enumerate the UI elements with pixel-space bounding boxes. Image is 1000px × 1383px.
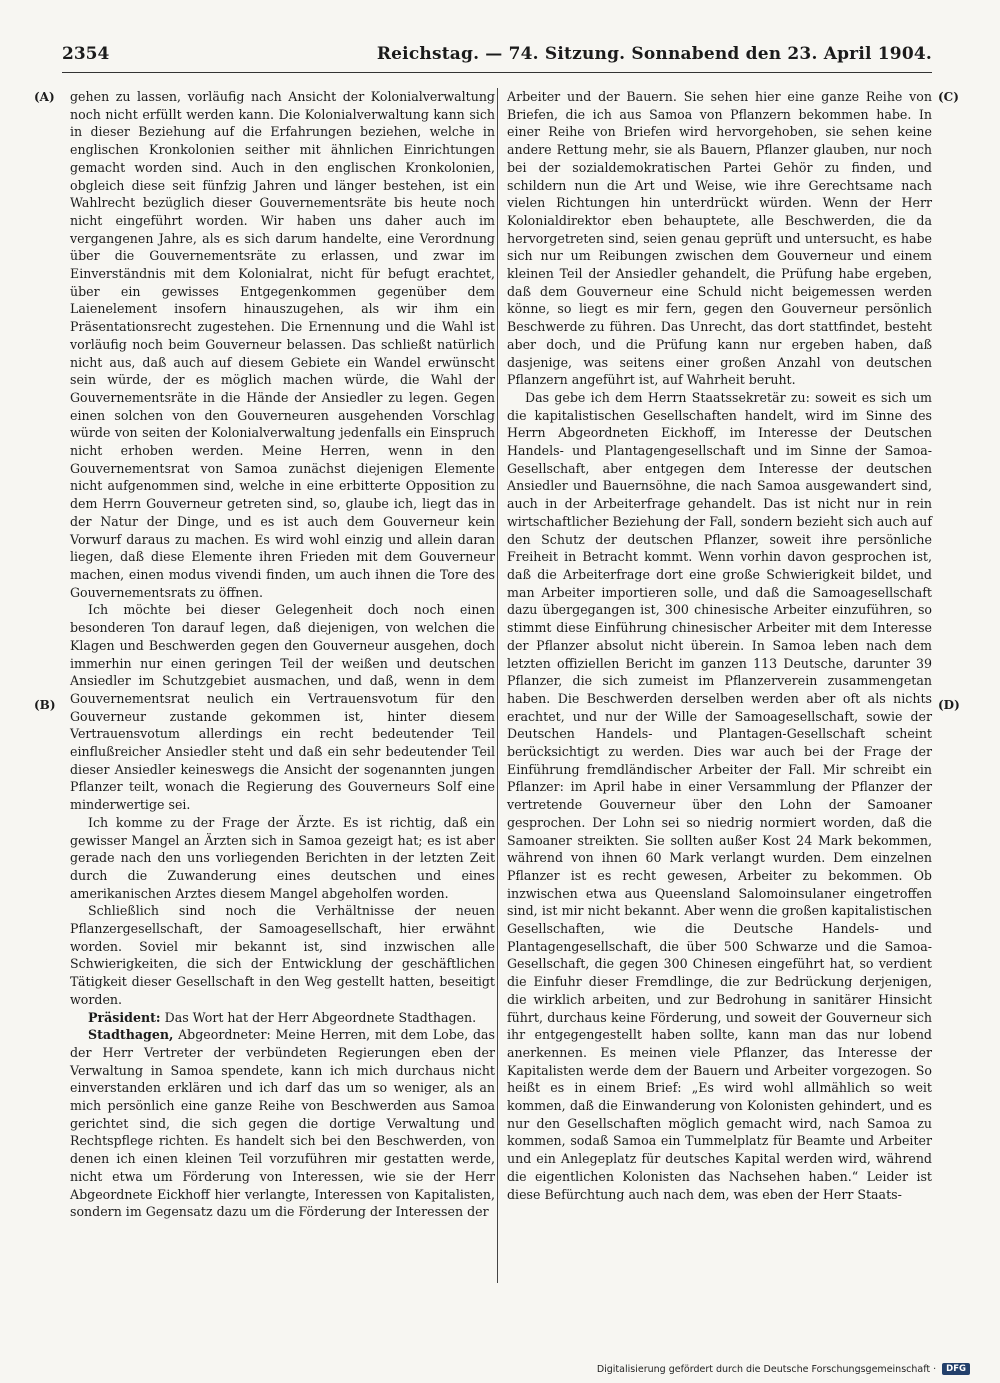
- speaker-name: Präsident:: [88, 1009, 161, 1025]
- margin-marker-b: (B): [34, 698, 56, 712]
- right-column: [507, 88, 932, 1203]
- margin-marker-c: (C): [938, 90, 959, 104]
- margin-marker-d: (D): [938, 698, 960, 712]
- paragraph-president: Präsident: Das Wort hat der Herr Abgeordnete Stadthagen.: [88, 1009, 477, 1025]
- paragraph: Ich komme zu der Frage der Ärzte. Es ist richtig, daß ein gewisser Mangel an Ärzten sich in Samoa gezeigt hat; es ist aber gerade nach den uns vorliegenden Berichten in der letzten Zeit durch die Zuwanderung eines deutschen und eines amerikanischen Arztes diesem Mangel abgeholfen worden.: [70, 814, 495, 901]
- running-title: Reichstag. — 74. Sitzung. Sonnabend den 23. April 1904.: [376, 44, 932, 64]
- credit-text: Digitalisierung gefördert durch die Deutsche Forschungsgemeinschaft ·: [596, 1363, 937, 1375]
- column-divider: [497, 88, 498, 1283]
- digitization-credit: [597, 1363, 970, 1375]
- paragraph: Schließlich sind noch die Verhältnisse der neuen Pflanzergesellschaft, der Samoagesellschaft, hier erwähnt worden. Soviel mir bekannt ist, sind inzwischen alle Schwierigkeiten, die sich der Entwicklung der geschäftlichen Tätigkeit dieser Gesellschaft in den Weg gestellt hatten, beseitigt worden.: [70, 903, 495, 1007]
- paragraph: Arbeiter und der Bauern. Sie sehen hier eine ganze Reihe von Briefen, die ich aus Samoa von Pflanzern bekommen habe. In einer Reihe von Briefen wird hervorgehoben, sie sehen keine andere Rettung mehr, sie als Bauern, Pflanzer glauben, nur noch bei der sozialdemokratischen Partei Gehör zu finden, und schildern nun die Art und Weise, wie ihre Gerechtsame nach vielen Richtungen hin unterdrückt würden. Wenn der Herr Kolonialdirektor eben behauptete, alle Beschwerden, die da hervorgetreten sind, seien genau geprüft und untersucht, es habe sich nur um Reibungen zwischen dem Gouverneur und einem kleinen Teil der Ansiedler gehandelt, die Prüfung habe ergeben, daß dem Gouverneur eine Schuld nicht beigemessen werden könne, so liegt es mir fern, gegen den Gouverneur persönlich Beschwerde zu führen. Das Unrecht, das dort stattfindet, besteht aber doch, und die Prüfung kann nur ergeben haben, daß dasjenige, was seitens einer großen Anzahl von deutschen Pflanzern angeführt ist, auf Wahrheit beruht.: [507, 89, 932, 388]
- margin-marker-a: (A): [34, 90, 55, 104]
- header-rule: [62, 72, 932, 73]
- paragraph: Das gebe ich dem Herrn Staatssekretär zu: soweit es sich um die kapitalistischen Gesellschaften handelt, wird im Sinne des Herrn Abgeordneten Eickhoff, im Interesse der Deutschen Handels- und Plantagengesellschaft und im Sinne der Samoa-Gesellschaft, aber entgegen dem Interesse der deutschen Ansiedler und Bauernsöhne, die nach Samoa ausgewandert sind, auch in der Arbeiterfrage gehandelt. Das ist nicht nur in rein wirtschaftlicher Beziehung der Fall, sondern bezieht sich auch auf den Schutz der deutschen Pflanzer, soweit ihre persönliche Freiheit in Betracht kommt. Wenn vorhin davon gesprochen ist, daß die Arbeiterfrage dort eine große Schwierigkeit bildet, und man Arbeiter importieren solle, und daß die Samoagesellschaft dazu übergegangen ist, 300 chinesische Arbeiter einzuführen, so stimmt diese Einführung chinesischer Arbeiter mit dem Interesse der Pflanzer absolut nicht überein. In Samoa leben nach dem letzten offiziellen Bericht im ganzen 113 Deutsche, darunter 39 Pflanzer, die sich zumeist im Pflanzerverein zusammengetan haben. Die Beschwerden derselben werden aber oft als nichts erachtet, und nur der Wille der Samoagesellschaft, sowie der Deutschen Handels- und Plantagen-Gesellschaft scheint berücksichtigt zu werden. Dies war auch bei der Frage der Einführung fremdländischer Arbeiter der Fall. Mir schreibt ein Pflanzer: im April habe in einer Versammlung der Pflanzer der vertretende Gouverneur über den Lohn der Samoaner gesprochen. Der Lohn sei so niedrig normiert worden, daß die Samoaner streikten. Sie sollten außer Kost 24 Mark bekommen, während von ihnen 60 Mark verlangt wurden. Dem einzelnen Pflanzer ist es recht gewesen, Arbeiter zu bekommen. Ob inzwischen etwa aus Queensland Salomoinsulaner eingetroffen sind, ist mir nicht bekannt. Aber wenn die großen kapitalistischen Gesellschaften, wie die Deutsche Handels- und Plantagengesellschaft, die über 500 Schwarze und die Samoa-Gesellschaft, die gegen 300 Chinesen eingeführt hat, so verdient die Einfuhr dieser Fremdlinge, die zur Bedrückung derjenigen, die wirklich arbeiten, und zur Bedrohung in sanitärer Hinsicht führt, durchaus keine Förderung, und soweit der Gouverneur sich ihr entgegengestellt haben sollte, kann man das nur lobend anerkennen. Es meinen viele Pflanzer, das Interesse der Kapitalisten werde dem der Bauern und Arbeiter vorgezogen. So heißt es in einem Brief: „Es wird wohl allmählich so weit kommen, daß die Einwanderung von Kolonisten gehindert, und es nur den Gesellschaften möglich gemacht wird, nach Samoa zu kommen, sodaß Samoa ein Tummelplatz für Beamte und Arbeiter und ein Anlegeplatz für deutsches Kapital werden wird, während die eigentlichen Kolonisten das Nachsehen haben.“ Leider ist diese Befürchtung auch nach dem, was eben der Herr Staats-: [507, 389, 932, 1202]
- paragraph: gehen zu lassen, vorläufig nach Ansicht der Kolonialverwaltung noch nicht erfüllt werden kann. Die Kolonialverwaltung kann sich in dieser Beziehung auf die Erfahrungen beziehen, welche in englischen Kronkolonien seither mit ähnlichen Einrichtungen gemacht worden sind. Auch in den englischen Kronkolonien, obgleich diese seit fünfzig Jahren und länger bestehen, ist ein Wahlrecht bezüglich dieser Gouvernementsräte bis heute noch nicht eingeführt worden. Wir haben uns daher auch im vergangenen Jahre, als es sich darum handelte, eine Verordnung über die Gouvernementsräte zu erlassen, und zwar im Einverständnis mit dem Kolonialrat, nicht für befugt erachtet, über ein gewisses Entgegenkommen gegenüber dem Laienelement insofern hinauszugehen, als wir ihm ein Präsentationsrecht zugestehen. Die Ernennung und die Wahl ist vorläufig noch beim Gouverneur belassen. Das schließt natürlich nicht aus, daß auch auf diesem Gebiete ein Wandel erwünscht sein würde, der es möglich machen würde, die Wahl der Gouvernementsräte in die Hände der Ansiedler zu legen. Gegen einen solchen von den Gouverneuren ausgehenden Vorschlag würde von seiten der Kolonialverwaltung jedenfalls ein Einspruch nicht erhoben werden. Meine Herren, wenn in den Gouvernementsrat von Samoa zunächst diejenigen Elemente nicht aufgenommen sind, welche in eine erbitterte Opposition zu dem Herrn Gouverneur getreten sind, so, glaube ich, liegt das in der Natur der Dinge, und es ist auch dem Gouverneur kein Vorwurf daraus zu machen. Es wird wohl einzig und allein daran liegen, daß diese Elemente ihren Frieden mit dem Gouverneur machen, einen modus vivendi finden, um auch ihnen die Tore des Gouvernementsrats zu öffnen.: [70, 89, 495, 600]
- left-column: [70, 88, 495, 1221]
- dfg-logo-icon: DFG: [942, 1363, 970, 1375]
- page-header: [62, 44, 932, 64]
- page-number: 2354: [62, 44, 110, 64]
- paragraph: Ich möchte bei dieser Gelegenheit doch noch einen besonderen Ton darauf legen, daß diejenigen, von welchen die Klagen und Beschwerden gegen den Gouverneur ausgehen, doch immerhin nur einen geringen Teil der weißen und deutschen Ansiedler im Schutzgebiet ausmachen, und daß, wenn in dem Gouvernementsrat neulich ein Vertrauensvotum für den Gouverneur zustande gekommen ist, hinter diesem Vertrauensvotum allerdings ein recht bedeutender Teil einflußreicher Ansiedler steht und daß ein sehr bedeutender Teil dieser Ansiedler keineswegs die Ansicht der sogenannten jungen Pflanzer teilt, wonach die Regierung des Gouverneurs Solf eine minderwertige sei.: [70, 602, 495, 813]
- paragraph-stadthagen: Stadthagen, Abgeordneter: Meine Herren, mit dem Lobe, das der Herr Vertreter der verbündeten Regierungen eben der Verwaltung in Samoa spendete, kann ich mich durchaus nicht einverstanden erklären und ich darf das um so weniger, als an mich persönlich eine ganze Reihe von Beschwerden aus Samoa gerichtet sind, die sich gegen die dortige Verwaltung und Rechtspflege richten. Es handelt sich bei den Beschwerden, von denen ich einen kleinen Teil vorzuführen mir gestatten werde, nicht etwa um Förderung von Interessen, wie sie der Herr Abgeordnete Eickhoff hier verlangte, Interessen von Kapitalisten, sondern im Gegensatz dazu um die Förderung der Interessen der: [70, 1027, 495, 1220]
- speaker-name: Stadthagen,: [88, 1027, 174, 1043]
